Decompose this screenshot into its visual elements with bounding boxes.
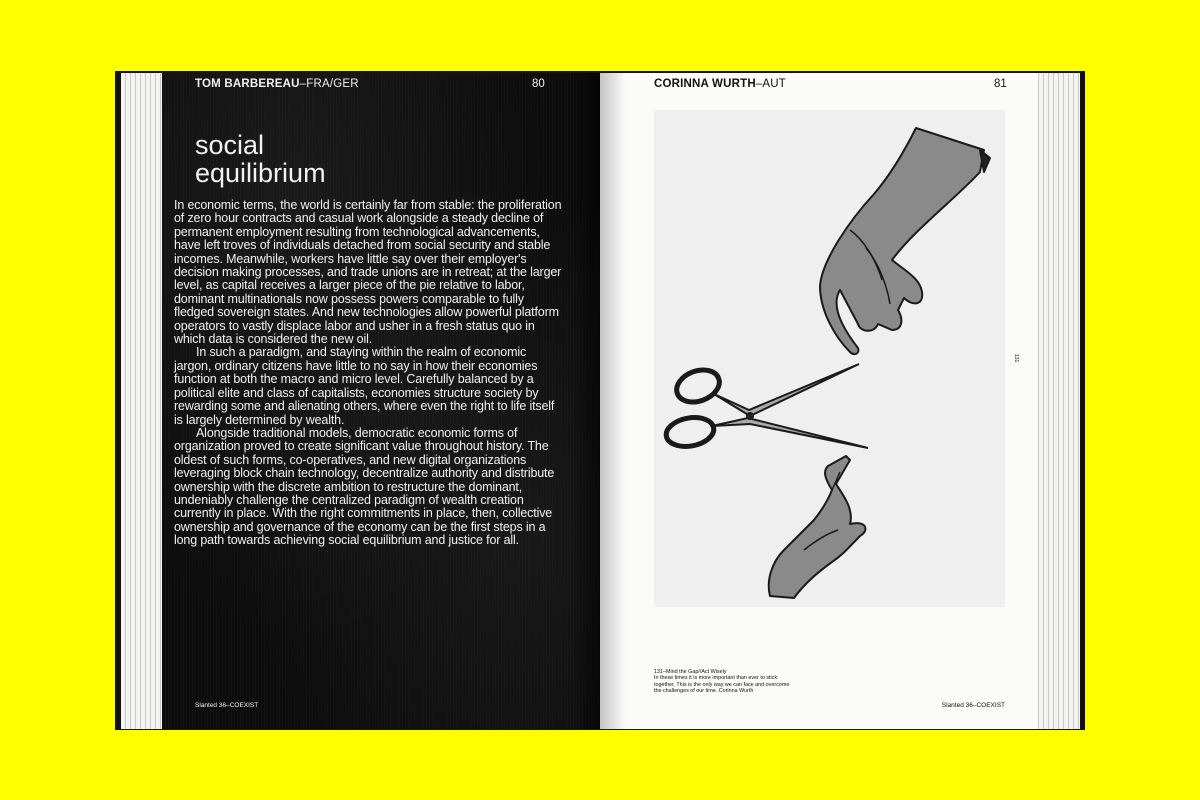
left-footer: Slanted 36–COEXIST [195, 702, 259, 709]
illustration-caption [654, 669, 824, 694]
title-line-1: social [195, 130, 265, 160]
right-page-edges [1038, 73, 1080, 729]
article-title [195, 131, 445, 187]
upper-hand-icon [820, 128, 990, 354]
paragraph-2: In such a paradigm, and staying within the realm of economic jargon, ordinary citizens have little to no say in how their economies function at both the macro and micro level. Carefully balanced by a political elite and class of capitalists, economies structure society by rewarding some and alienating others, where even the right to life itself is largely determined by wealth. [174, 345, 555, 427]
left-page-edges [121, 73, 163, 729]
caption-line-2: In these times it is more important than ever to stick [654, 675, 778, 682]
lower-hand-icon [769, 456, 866, 598]
title-line-2: equilibrium [195, 158, 326, 188]
caption-line-3: together. This is the only way we can face and overcome [654, 681, 790, 688]
article-body [174, 199, 564, 548]
right-origin: –AUT [755, 78, 787, 90]
scissors-icon [664, 364, 868, 450]
caption-line-4: the challenges of our time. Corinna Wurth [654, 687, 754, 694]
right-author: CORINNA WURTH [654, 78, 756, 90]
paragraph-1: In economic terms, the world is certainly far from stable: the proliferation of zero hour contracts and casual work alongside a steady decline of permanent employment resulting from technological advancements, have left troves of individuals detached from social security and stable incomes. Meanwhile, workers have little say over their employer's decision making processes, and trade unions are in retreat; at the larger level, as capital receives a larger piece of the pie relative to labor, dominant multinationals now possess powers comparable to fully fledged sovereign states. And new technologies allow powerful platform operators to vastly displace labor and usher in a fresh status quo in which data is considered the new oil. [174, 198, 562, 347]
caption-line-1: 131–Mind the Gap//Act Wisely [654, 669, 727, 675]
right-page-number: 81 [994, 78, 1007, 90]
right-gutter-shadow [600, 73, 626, 729]
paragraph-3: Alongside traditional models, democratic economic forms of organization proved to create significant value throughout history. The oldest of such forms, co-operatives, and new digital organizations leveraging block chain technology, decentralize authority and distribute ownership with the discrete ambition to restructure the dominant, undeniably challenge the centralized paradigm of wealth creation currently in place. With the right commitments in place, then, collective ownership and governance of the economy can be the first steps in a long path towards achieving social equilibrium and justice for all. [174, 425, 555, 548]
right-running-head [654, 78, 786, 90]
right-page [600, 73, 1038, 729]
left-page-number: 80 [532, 78, 545, 90]
right-footer: Slanted 36–COEXIST [941, 702, 1005, 709]
left-author: TOM BARBEREAU [195, 78, 300, 90]
illustration-panel [654, 110, 1005, 607]
hands-scissors-illustration [654, 110, 1005, 607]
left-origin: –FRA/GER [299, 78, 359, 90]
side-folio: 131 [1013, 354, 1019, 363]
left-page [162, 73, 600, 729]
left-gutter-shadow [570, 73, 600, 729]
left-running-head [195, 78, 359, 90]
